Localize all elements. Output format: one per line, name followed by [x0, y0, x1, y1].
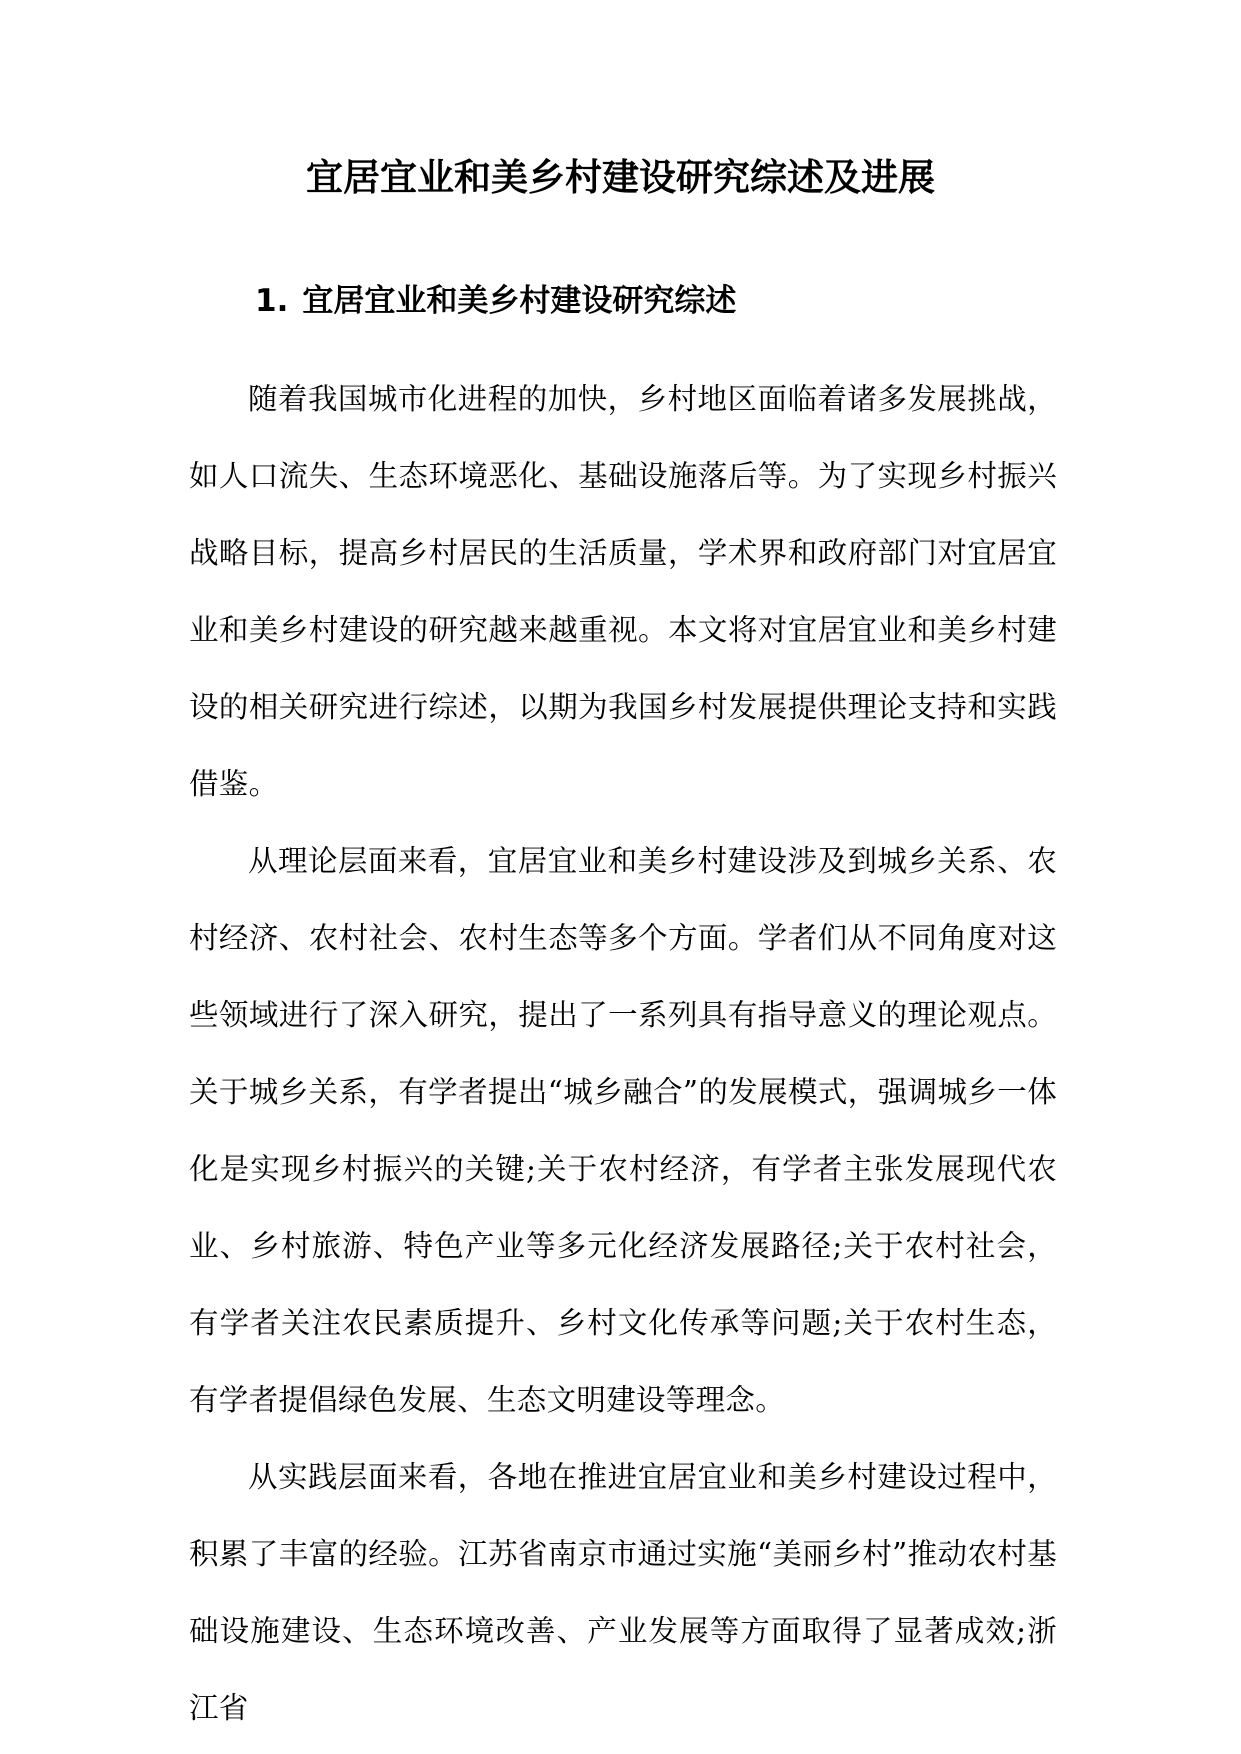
- section-heading-text: 宜居宜业和美乡村建设研究综述: [302, 283, 737, 319]
- section-number: 1.: [255, 283, 289, 319]
- document-title: 宜居宜业和美乡村建设研究综述及进展: [306, 156, 935, 199]
- paragraph: 随着我国城市化进程的加快，乡村地区面临着诸多发展挑战，如人口流失、生态环境恶化、基础设施落后等。为了实现乡村振兴战略目标，提高乡村居民的生活质量，学术界和政府部门对宜居宜业和美乡村建设的研究越来越重视。本文将对宜居宜业和美乡村建设的相关研究进行综述，以期为我国乡村发展提供理论支持和实践借鉴。: [189, 382, 1057, 801]
- section-heading: [255, 276, 736, 326]
- body-text: [189, 361, 1057, 1747]
- paragraph: 从理论层面来看，宜居宜业和美乡村建设涉及到城乡关系、农村经济、农村社会、农村生态等多个方面。学者们从不同角度对这些领域进行了深入研究，提出了一系列具有指导意义的理论观点。关于城乡关系，有学者提出“城乡融合”的发展模式，强调城乡一体化是实现乡村振兴的关键;关于农村经济，有学者主张发展现代农业、乡村旅游、特色产业等多元化经济发展路径;关于农村社会，有学者关注农民素质提升、乡村文化传承等问题;关于农村生态，有学者提倡绿色发展、生态文明建设等理念。: [189, 844, 1057, 1417]
- paragraph: 从实践层面来看，各地在推进宜居宜业和美乡村建设过程中，积累了丰富的经验。江苏省南京市通过实施“美丽乡村”推动农村基础设施建设、生态环境改善、产业发展等方面取得了显著成效;浙江省: [189, 1460, 1057, 1725]
